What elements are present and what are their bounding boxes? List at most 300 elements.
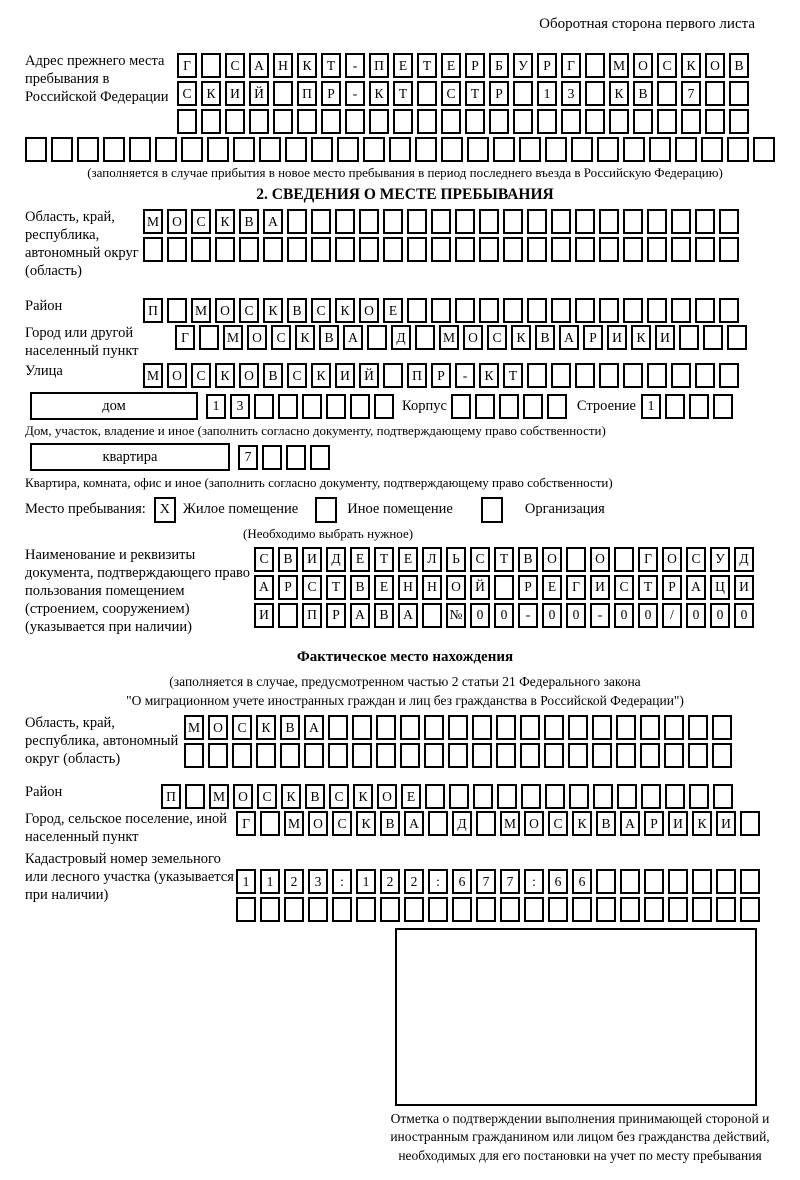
- char-cell[interactable]: М: [223, 325, 243, 350]
- char-cell[interactable]: [681, 109, 701, 134]
- char-cell[interactable]: [705, 109, 725, 134]
- char-cell[interactable]: 7: [476, 869, 496, 894]
- char-cell[interactable]: И: [254, 603, 274, 628]
- char-cell[interactable]: 1: [537, 81, 557, 106]
- char-cell[interactable]: [695, 209, 715, 234]
- char-cell[interactable]: Т: [503, 363, 523, 388]
- char-cell[interactable]: 2: [380, 869, 400, 894]
- char-cell[interactable]: [417, 109, 437, 134]
- char-cell[interactable]: Р: [431, 363, 451, 388]
- char-cell[interactable]: [496, 743, 516, 768]
- char-cell[interactable]: [431, 298, 451, 323]
- char-cell[interactable]: Е: [401, 784, 421, 809]
- char-cell[interactable]: М: [184, 715, 204, 740]
- char-cell[interactable]: К: [295, 325, 315, 350]
- char-cell[interactable]: М: [143, 209, 163, 234]
- char-cell[interactable]: В: [280, 715, 300, 740]
- char-cell[interactable]: [712, 743, 732, 768]
- char-cell[interactable]: О: [359, 298, 379, 323]
- char-cell[interactable]: П: [302, 603, 322, 628]
- char-cell[interactable]: С: [470, 547, 490, 572]
- char-cell[interactable]: С: [271, 325, 291, 350]
- char-cell[interactable]: М: [191, 298, 211, 323]
- char-cell[interactable]: 1: [260, 869, 280, 894]
- char-cell[interactable]: Й: [359, 363, 379, 388]
- char-cell[interactable]: Д: [452, 811, 472, 836]
- char-cell[interactable]: [475, 394, 495, 419]
- char-cell[interactable]: Р: [583, 325, 603, 350]
- char-cell[interactable]: Т: [417, 53, 437, 78]
- char-cell[interactable]: [668, 869, 688, 894]
- char-cell[interactable]: 7: [681, 81, 701, 106]
- char-cell[interactable]: 1: [356, 869, 376, 894]
- char-cell[interactable]: А: [559, 325, 579, 350]
- char-cell[interactable]: [415, 137, 437, 162]
- char-cell[interactable]: [644, 897, 664, 922]
- char-cell[interactable]: Р: [518, 575, 538, 600]
- char-cell[interactable]: :: [524, 869, 544, 894]
- char-cell[interactable]: [473, 784, 493, 809]
- char-cell[interactable]: [689, 784, 709, 809]
- char-cell[interactable]: [729, 109, 749, 134]
- char-cell[interactable]: [503, 209, 523, 234]
- char-cell[interactable]: Е: [441, 53, 461, 78]
- house-type-box[interactable]: дом: [30, 392, 198, 420]
- char-cell[interactable]: [719, 298, 739, 323]
- char-cell[interactable]: О: [590, 547, 610, 572]
- char-cell[interactable]: [479, 237, 499, 262]
- char-cell[interactable]: С: [614, 575, 634, 600]
- char-cell[interactable]: Г: [236, 811, 256, 836]
- char-cell[interactable]: К: [692, 811, 712, 836]
- char-cell[interactable]: [657, 81, 677, 106]
- char-cell[interactable]: О: [542, 547, 562, 572]
- char-cell[interactable]: [400, 715, 420, 740]
- char-cell[interactable]: [671, 209, 691, 234]
- char-cell[interactable]: С: [548, 811, 568, 836]
- char-cell[interactable]: [703, 325, 723, 350]
- char-cell[interactable]: К: [572, 811, 592, 836]
- char-cell[interactable]: [551, 209, 571, 234]
- char-cell[interactable]: [497, 784, 517, 809]
- char-cell[interactable]: [668, 897, 688, 922]
- char-cell[interactable]: [215, 237, 235, 262]
- char-cell[interactable]: Г: [566, 575, 586, 600]
- char-cell[interactable]: Е: [542, 575, 562, 600]
- char-cell[interactable]: 0: [566, 603, 586, 628]
- char-cell[interactable]: [664, 715, 684, 740]
- char-cell[interactable]: Ц: [710, 575, 730, 600]
- char-cell[interactable]: В: [535, 325, 555, 350]
- char-cell[interactable]: [284, 897, 304, 922]
- flat-type-box[interactable]: квартира: [30, 443, 230, 471]
- char-cell[interactable]: К: [215, 363, 235, 388]
- char-cell[interactable]: С: [487, 325, 507, 350]
- char-cell[interactable]: М: [439, 325, 459, 350]
- char-cell[interactable]: [644, 869, 664, 894]
- char-cell[interactable]: [551, 298, 571, 323]
- char-cell[interactable]: [665, 394, 685, 419]
- char-cell[interactable]: [431, 209, 451, 234]
- char-cell[interactable]: [568, 743, 588, 768]
- char-cell[interactable]: Р: [278, 575, 298, 600]
- char-cell[interactable]: К: [297, 53, 317, 78]
- char-cell[interactable]: :: [428, 869, 448, 894]
- char-cell[interactable]: [596, 897, 616, 922]
- char-cell[interactable]: :: [332, 869, 352, 894]
- char-cell[interactable]: В: [596, 811, 616, 836]
- char-cell[interactable]: [383, 237, 403, 262]
- char-cell[interactable]: [201, 109, 221, 134]
- char-cell[interactable]: [545, 784, 565, 809]
- char-cell[interactable]: [671, 363, 691, 388]
- char-cell[interactable]: [297, 109, 317, 134]
- char-cell[interactable]: -: [455, 363, 475, 388]
- char-cell[interactable]: -: [345, 81, 365, 106]
- char-cell[interactable]: [191, 237, 211, 262]
- char-cell[interactable]: О: [662, 547, 682, 572]
- char-cell[interactable]: [476, 811, 496, 836]
- char-cell[interactable]: Д: [326, 547, 346, 572]
- char-cell[interactable]: Т: [494, 547, 514, 572]
- char-cell[interactable]: [499, 394, 519, 419]
- char-cell[interactable]: [207, 137, 229, 162]
- char-cell[interactable]: [208, 743, 228, 768]
- char-cell[interactable]: 1: [641, 394, 661, 419]
- char-cell[interactable]: 0: [470, 603, 490, 628]
- char-cell[interactable]: -: [518, 603, 538, 628]
- char-cell[interactable]: 2: [284, 869, 304, 894]
- char-cell[interactable]: 1: [236, 869, 256, 894]
- char-cell[interactable]: [472, 743, 492, 768]
- char-cell[interactable]: [569, 784, 589, 809]
- char-cell[interactable]: П: [407, 363, 427, 388]
- char-cell[interactable]: [753, 137, 775, 162]
- char-cell[interactable]: [719, 209, 739, 234]
- char-cell[interactable]: И: [734, 575, 754, 600]
- char-cell[interactable]: В: [305, 784, 325, 809]
- char-cell[interactable]: Т: [465, 81, 485, 106]
- char-cell[interactable]: [424, 715, 444, 740]
- char-cell[interactable]: Т: [393, 81, 413, 106]
- char-cell[interactable]: О: [239, 363, 259, 388]
- char-cell[interactable]: [740, 811, 760, 836]
- char-cell[interactable]: [479, 298, 499, 323]
- char-cell[interactable]: В: [319, 325, 339, 350]
- char-cell[interactable]: О: [233, 784, 253, 809]
- char-cell[interactable]: [575, 363, 595, 388]
- char-cell[interactable]: С: [239, 298, 259, 323]
- char-cell[interactable]: [599, 237, 619, 262]
- char-cell[interactable]: [647, 209, 667, 234]
- char-cell[interactable]: Л: [422, 547, 442, 572]
- char-cell[interactable]: Е: [393, 53, 413, 78]
- char-cell[interactable]: К: [335, 298, 355, 323]
- char-cell[interactable]: Г: [177, 53, 197, 78]
- char-cell[interactable]: В: [374, 603, 394, 628]
- char-cell[interactable]: [448, 743, 468, 768]
- char-cell[interactable]: [308, 897, 328, 922]
- char-cell[interactable]: [712, 715, 732, 740]
- char-cell[interactable]: С: [332, 811, 352, 836]
- char-cell[interactable]: О: [308, 811, 328, 836]
- char-cell[interactable]: [520, 715, 540, 740]
- char-cell[interactable]: Н: [273, 53, 293, 78]
- char-cell[interactable]: Г: [638, 547, 658, 572]
- char-cell[interactable]: [575, 209, 595, 234]
- char-cell[interactable]: И: [225, 81, 245, 106]
- char-cell[interactable]: Р: [644, 811, 664, 836]
- char-cell[interactable]: [623, 237, 643, 262]
- char-cell[interactable]: [233, 137, 255, 162]
- char-cell[interactable]: [585, 53, 605, 78]
- char-cell[interactable]: [719, 237, 739, 262]
- char-cell[interactable]: [424, 743, 444, 768]
- char-cell[interactable]: [326, 394, 346, 419]
- char-cell[interactable]: [544, 715, 564, 740]
- char-cell[interactable]: [675, 137, 697, 162]
- char-cell[interactable]: [729, 81, 749, 106]
- char-cell[interactable]: [609, 109, 629, 134]
- char-cell[interactable]: К: [609, 81, 629, 106]
- char-cell[interactable]: [585, 81, 605, 106]
- char-cell[interactable]: [592, 743, 612, 768]
- char-cell[interactable]: А: [404, 811, 424, 836]
- char-cell[interactable]: Е: [374, 575, 394, 600]
- char-cell[interactable]: [287, 237, 307, 262]
- char-cell[interactable]: П: [143, 298, 163, 323]
- char-cell[interactable]: [304, 743, 324, 768]
- char-cell[interactable]: [465, 109, 485, 134]
- char-cell[interactable]: К: [369, 81, 389, 106]
- char-cell[interactable]: [181, 137, 203, 162]
- char-cell[interactable]: [527, 209, 547, 234]
- char-cell[interactable]: Н: [422, 575, 442, 600]
- char-cell[interactable]: [441, 109, 461, 134]
- char-cell[interactable]: [692, 869, 712, 894]
- char-cell[interactable]: Р: [489, 81, 509, 106]
- char-cell[interactable]: С: [191, 363, 211, 388]
- char-cell[interactable]: [407, 209, 427, 234]
- char-cell[interactable]: [278, 603, 298, 628]
- char-cell[interactable]: И: [335, 363, 355, 388]
- char-cell[interactable]: [103, 137, 125, 162]
- char-cell[interactable]: [254, 394, 274, 419]
- char-cell[interactable]: [185, 784, 205, 809]
- char-cell[interactable]: К: [681, 53, 701, 78]
- char-cell[interactable]: И: [590, 575, 610, 600]
- char-cell[interactable]: [262, 445, 282, 470]
- char-cell[interactable]: С: [287, 363, 307, 388]
- char-cell[interactable]: -: [590, 603, 610, 628]
- char-cell[interactable]: [422, 603, 442, 628]
- char-cell[interactable]: [647, 363, 667, 388]
- char-cell[interactable]: [640, 715, 660, 740]
- char-cell[interactable]: [448, 715, 468, 740]
- char-cell[interactable]: [263, 237, 283, 262]
- char-cell[interactable]: Й: [249, 81, 269, 106]
- char-cell[interactable]: [545, 137, 567, 162]
- char-cell[interactable]: [561, 109, 581, 134]
- char-cell[interactable]: [727, 325, 747, 350]
- char-cell[interactable]: [503, 298, 523, 323]
- char-cell[interactable]: [476, 897, 496, 922]
- char-cell[interactable]: [500, 897, 520, 922]
- char-cell[interactable]: [232, 743, 252, 768]
- char-cell[interactable]: [177, 109, 197, 134]
- char-cell[interactable]: [449, 784, 469, 809]
- char-cell[interactable]: К: [356, 811, 376, 836]
- char-cell[interactable]: [623, 209, 643, 234]
- char-cell[interactable]: Г: [175, 325, 195, 350]
- char-cell[interactable]: Р: [465, 53, 485, 78]
- char-cell[interactable]: [623, 298, 643, 323]
- char-cell[interactable]: М: [500, 811, 520, 836]
- char-cell[interactable]: [201, 53, 221, 78]
- char-cell[interactable]: [575, 298, 595, 323]
- char-cell[interactable]: В: [239, 209, 259, 234]
- char-cell[interactable]: [335, 209, 355, 234]
- char-cell[interactable]: [524, 897, 544, 922]
- char-cell[interactable]: 0: [734, 603, 754, 628]
- char-cell[interactable]: С: [191, 209, 211, 234]
- char-cell[interactable]: [350, 394, 370, 419]
- char-cell[interactable]: 7: [500, 869, 520, 894]
- char-cell[interactable]: [356, 897, 376, 922]
- char-cell[interactable]: [328, 743, 348, 768]
- char-cell[interactable]: [620, 897, 640, 922]
- char-cell[interactable]: [527, 363, 547, 388]
- char-cell[interactable]: -: [345, 53, 365, 78]
- char-cell[interactable]: [345, 109, 365, 134]
- char-cell[interactable]: [77, 137, 99, 162]
- char-cell[interactable]: [155, 137, 177, 162]
- char-cell[interactable]: [547, 394, 567, 419]
- char-cell[interactable]: [592, 715, 612, 740]
- char-cell[interactable]: [225, 109, 245, 134]
- char-cell[interactable]: [311, 209, 331, 234]
- char-cell[interactable]: [407, 298, 427, 323]
- checkbox-residential[interactable]: X: [154, 497, 176, 523]
- char-cell[interactable]: У: [513, 53, 533, 78]
- char-cell[interactable]: А: [620, 811, 640, 836]
- char-cell[interactable]: [404, 897, 424, 922]
- char-cell[interactable]: [273, 109, 293, 134]
- char-cell[interactable]: В: [287, 298, 307, 323]
- char-cell[interactable]: В: [633, 81, 653, 106]
- char-cell[interactable]: Р: [537, 53, 557, 78]
- char-cell[interactable]: [374, 394, 394, 419]
- char-cell[interactable]: [452, 897, 472, 922]
- char-cell[interactable]: [671, 237, 691, 262]
- char-cell[interactable]: [519, 137, 541, 162]
- char-cell[interactable]: [441, 137, 463, 162]
- char-cell[interactable]: [727, 137, 749, 162]
- char-cell[interactable]: [472, 715, 492, 740]
- char-cell[interactable]: Р: [321, 81, 341, 106]
- char-cell[interactable]: [285, 137, 307, 162]
- char-cell[interactable]: [494, 575, 514, 600]
- char-cell[interactable]: [614, 547, 634, 572]
- char-cell[interactable]: 0: [638, 603, 658, 628]
- char-cell[interactable]: [551, 237, 571, 262]
- char-cell[interactable]: [596, 869, 616, 894]
- char-cell[interactable]: А: [263, 209, 283, 234]
- char-cell[interactable]: Д: [391, 325, 411, 350]
- char-cell[interactable]: О: [215, 298, 235, 323]
- char-cell[interactable]: [649, 137, 671, 162]
- char-cell[interactable]: 6: [548, 869, 568, 894]
- char-cell[interactable]: С: [657, 53, 677, 78]
- char-cell[interactable]: /: [662, 603, 682, 628]
- char-cell[interactable]: [572, 897, 592, 922]
- char-cell[interactable]: [701, 137, 723, 162]
- char-cell[interactable]: [647, 237, 667, 262]
- char-cell[interactable]: 7: [238, 445, 258, 470]
- char-cell[interactable]: [380, 897, 400, 922]
- char-cell[interactable]: К: [511, 325, 531, 350]
- char-cell[interactable]: И: [607, 325, 627, 350]
- char-cell[interactable]: [616, 715, 636, 740]
- char-cell[interactable]: 0: [710, 603, 730, 628]
- char-cell[interactable]: С: [311, 298, 331, 323]
- char-cell[interactable]: [571, 137, 593, 162]
- char-cell[interactable]: [513, 109, 533, 134]
- char-cell[interactable]: [143, 237, 163, 262]
- char-cell[interactable]: Р: [326, 603, 346, 628]
- char-cell[interactable]: [467, 137, 489, 162]
- char-cell[interactable]: В: [729, 53, 749, 78]
- char-cell[interactable]: 3: [308, 869, 328, 894]
- char-cell[interactable]: С: [225, 53, 245, 78]
- char-cell[interactable]: 3: [561, 81, 581, 106]
- char-cell[interactable]: В: [380, 811, 400, 836]
- char-cell[interactable]: [647, 298, 667, 323]
- char-cell[interactable]: [695, 363, 715, 388]
- char-cell[interactable]: [679, 325, 699, 350]
- char-cell[interactable]: [716, 869, 736, 894]
- char-cell[interactable]: [428, 811, 448, 836]
- char-cell[interactable]: 0: [542, 603, 562, 628]
- char-cell[interactable]: А: [249, 53, 269, 78]
- char-cell[interactable]: [249, 109, 269, 134]
- char-cell[interactable]: К: [311, 363, 331, 388]
- char-cell[interactable]: [428, 897, 448, 922]
- char-cell[interactable]: М: [284, 811, 304, 836]
- char-cell[interactable]: [259, 137, 281, 162]
- char-cell[interactable]: О: [377, 784, 397, 809]
- char-cell[interactable]: 6: [572, 869, 592, 894]
- char-cell[interactable]: [493, 137, 515, 162]
- char-cell[interactable]: 3: [230, 394, 250, 419]
- char-cell[interactable]: [184, 743, 204, 768]
- char-cell[interactable]: О: [208, 715, 228, 740]
- char-cell[interactable]: [407, 237, 427, 262]
- char-cell[interactable]: В: [263, 363, 283, 388]
- char-cell[interactable]: [489, 109, 509, 134]
- char-cell[interactable]: О: [167, 363, 187, 388]
- char-cell[interactable]: [260, 897, 280, 922]
- char-cell[interactable]: С: [329, 784, 349, 809]
- char-cell[interactable]: [551, 363, 571, 388]
- char-cell[interactable]: К: [263, 298, 283, 323]
- char-cell[interactable]: [496, 715, 516, 740]
- char-cell[interactable]: У: [710, 547, 730, 572]
- char-cell[interactable]: А: [304, 715, 324, 740]
- char-cell[interactable]: [740, 897, 760, 922]
- char-cell[interactable]: [286, 445, 306, 470]
- char-cell[interactable]: [400, 743, 420, 768]
